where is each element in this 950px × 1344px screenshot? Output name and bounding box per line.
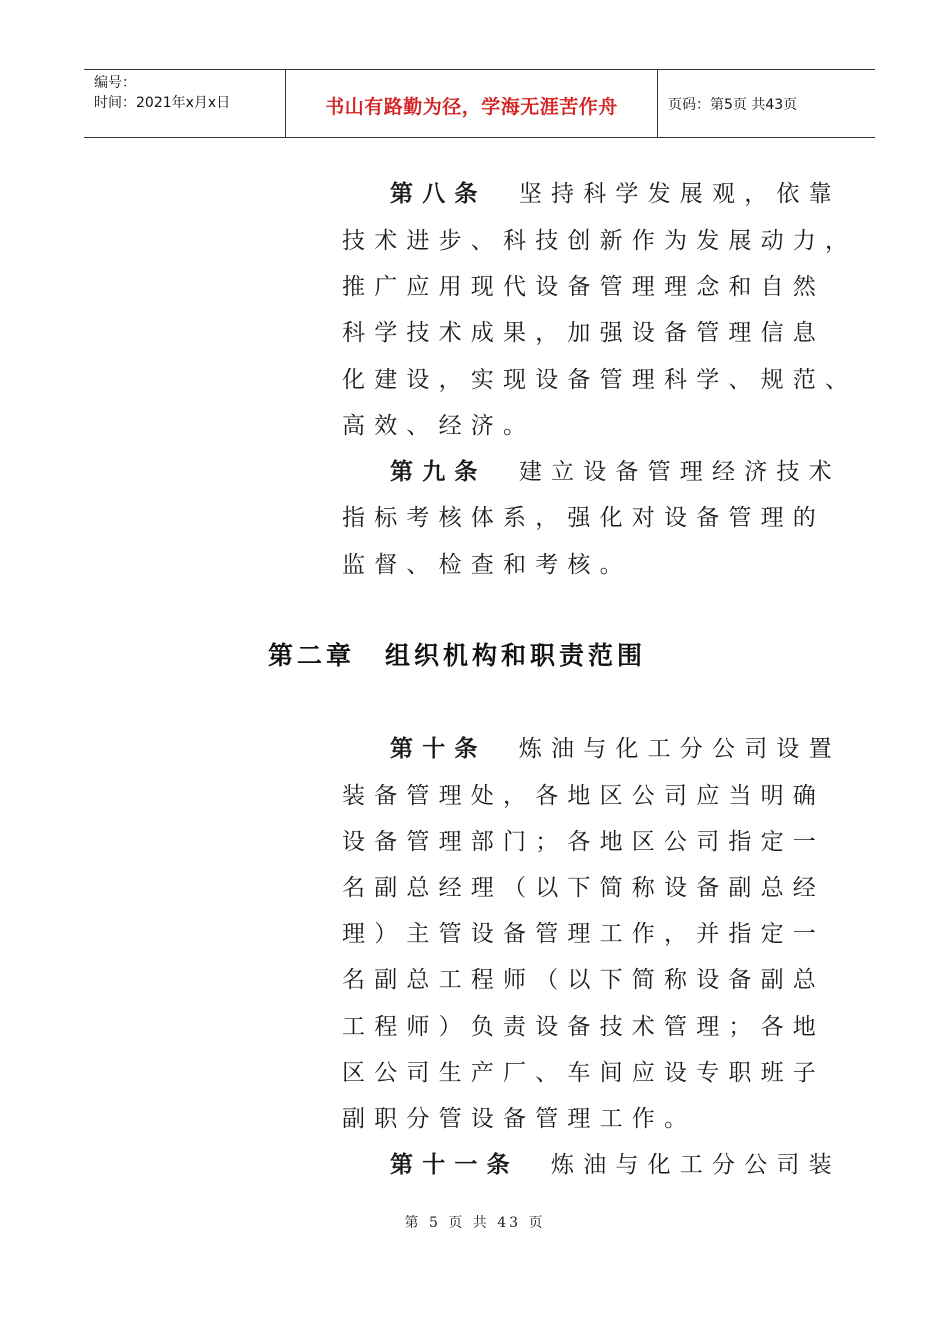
chapter-number: 第二章 — [268, 641, 356, 670]
article-10-text-line: 工程师）负责设备技术管理；各地 — [342, 1014, 825, 1040]
article-10-text-line: 装备管理处，各地区公司应当明确 — [342, 783, 825, 809]
chapter-heading — [268, 636, 646, 672]
article-8-text-line: 科学技术成果，加强设备管理信息 — [342, 320, 825, 346]
header-motto-cell — [286, 70, 658, 137]
article-10-text-line: 炼油与化工分公司设置 — [518, 736, 841, 762]
article-11-first-line — [390, 1146, 841, 1179]
header-page-number: 页码：第5页 共43页 — [668, 97, 798, 113]
article-11-text-line: 炼油与化工分公司装 — [551, 1152, 841, 1178]
article-9-label: 第九条 — [390, 459, 487, 485]
article-8-text-line: 高效、经济。 — [342, 413, 536, 439]
article-9-first-line — [390, 453, 841, 486]
document-code-label: 编号： — [94, 75, 136, 91]
article-10-first-line — [390, 730, 841, 763]
document-header — [84, 69, 875, 138]
document-time-label: 时间：2021年x月x日 — [94, 95, 231, 111]
article-8-first-line — [390, 175, 841, 208]
article-9-text-line: 监督、检查和考核。 — [342, 552, 632, 578]
article-8-label: 第八条 — [390, 181, 487, 207]
article-10-text-line: 理）主管设备管理工作，并指定一 — [342, 921, 825, 947]
header-motto: 书山有路勤为径，学海无涯苦作舟 — [325, 96, 618, 118]
article-8-text-line: 技术进步、科技创新作为发展动力， — [342, 228, 858, 254]
article-10-label: 第十条 — [390, 736, 487, 762]
article-9-text-line: 建立设备管理经济技术 — [518, 459, 841, 485]
article-8-text-line: 坚持科学发展观，依靠 — [518, 181, 841, 207]
article-10-text-line: 区公司生产厂、车间应设专职班子 — [342, 1060, 825, 1086]
article-10-text-line: 设备管理部门；各地区公司指定一 — [342, 829, 825, 855]
article-8-text-line: 化建设，实现设备管理科学、规范、 — [342, 367, 858, 393]
header-meta-cell — [84, 70, 286, 137]
page-footer: 第 5 页 共 43 页 — [404, 1215, 546, 1231]
header-page-cell — [658, 70, 875, 137]
article-9-text-line: 指标考核体系，强化对设备管理的 — [342, 505, 825, 531]
article-10-text-line: 名副总经理（以下简称设备副总经 — [342, 875, 825, 901]
article-8-text-line: 推广应用现代设备管理理念和自然 — [342, 274, 825, 300]
chapter-title: 组织机构和职责范围 — [385, 641, 647, 670]
article-10-text-line: 副职分管设备管理工作。 — [342, 1106, 697, 1132]
article-11-label: 第十一条 — [390, 1152, 519, 1178]
article-10-text-line: 名副总工程师（以下简称设备副总 — [342, 967, 825, 993]
